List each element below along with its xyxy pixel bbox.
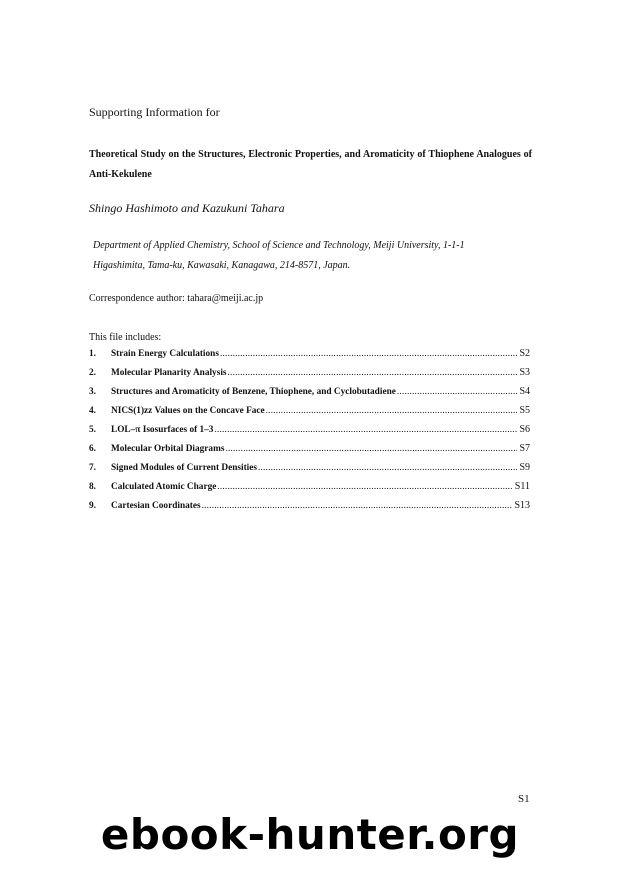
correspondence-author: Correspondence author: tahara@meiji.ac.jp	[89, 293, 264, 304]
contents-heading: This file includes:	[89, 332, 162, 343]
toc-page: S5	[519, 405, 530, 416]
toc-title: Strain Energy Calculations	[111, 349, 219, 359]
toc-leader	[266, 406, 518, 416]
table-of-contents	[89, 348, 530, 519]
affiliation	[93, 236, 543, 276]
toc-page: S6	[519, 424, 530, 435]
toc-title: Structures and Aromaticity of Benzene, Thiophene, and Cyclobutadiene	[111, 387, 396, 397]
toc-item-orbitals[interactable]	[89, 443, 530, 462]
page-number: S1	[518, 793, 530, 805]
toc-number: 5.	[89, 425, 96, 435]
toc-page: S11	[514, 481, 530, 492]
watermark: ebook-hunter.org	[100, 810, 520, 859]
toc-leader	[217, 482, 512, 492]
toc-number: 6.	[89, 444, 96, 454]
toc-title: Cartesian Coordinates	[111, 501, 201, 511]
toc-title: NICS(1)zz Values on the Concave Face	[111, 406, 265, 416]
toc-number: 7.	[89, 463, 96, 473]
toc-number: 3.	[89, 387, 96, 397]
toc-item-strain-energy[interactable]	[89, 348, 530, 367]
toc-item-aromaticity[interactable]	[89, 386, 530, 405]
toc-page: S2	[519, 348, 530, 359]
toc-title: Signed Modules of Current Densities	[111, 463, 257, 473]
toc-page: S13	[514, 500, 530, 511]
toc-title: Molecular Orbital Diagrams	[111, 444, 225, 454]
toc-number: 9.	[89, 501, 96, 511]
paper-title: Theoretical Study on the Structures, Electronic Properties, and Aromaticity of Thiophene Analogues of Anti-Kekulene	[89, 149, 532, 180]
toc-item-planarity[interactable]	[89, 367, 530, 386]
toc-number: 2.	[89, 368, 96, 378]
authors: Shingo Hashimoto and Kazukuni Tahara	[89, 201, 285, 215]
toc-page: S4	[519, 386, 530, 397]
toc-title: Calculated Atomic Charge	[111, 482, 217, 492]
toc-item-atomic-charge[interactable]	[89, 481, 530, 500]
affiliation-line-1: Department of Applied Chemistry, School of Science and Technology, Meiji University, 1-1-1	[93, 240, 465, 251]
toc-item-nics[interactable]	[89, 405, 530, 424]
toc-number: 1.	[89, 349, 96, 359]
toc-number: 4.	[89, 406, 96, 416]
toc-title: LOL–π Isosurfaces of 1–3	[111, 425, 214, 435]
toc-leader	[214, 425, 517, 435]
toc-item-cartesian[interactable]	[89, 500, 530, 519]
toc-item-lol[interactable]	[89, 424, 530, 443]
toc-leader	[225, 444, 517, 454]
toc-number: 8.	[89, 482, 96, 492]
affiliation-line-2: Higashimita, Tama-ku, Kawasaki, Kanagawa, 214-8571, Japan.	[93, 260, 351, 271]
supporting-info-label: Supporting Information for	[89, 105, 220, 119]
toc-leader	[397, 387, 518, 397]
toc-leader	[258, 463, 517, 473]
toc-page: S7	[519, 443, 530, 454]
toc-page: S3	[519, 367, 530, 378]
toc-title: Molecular Planarity Analysis	[111, 368, 227, 378]
toc-item-current-densities[interactable]	[89, 462, 530, 481]
toc-leader	[228, 368, 518, 378]
toc-leader	[202, 501, 513, 511]
toc-leader	[220, 349, 517, 359]
toc-page: S9	[519, 462, 530, 473]
